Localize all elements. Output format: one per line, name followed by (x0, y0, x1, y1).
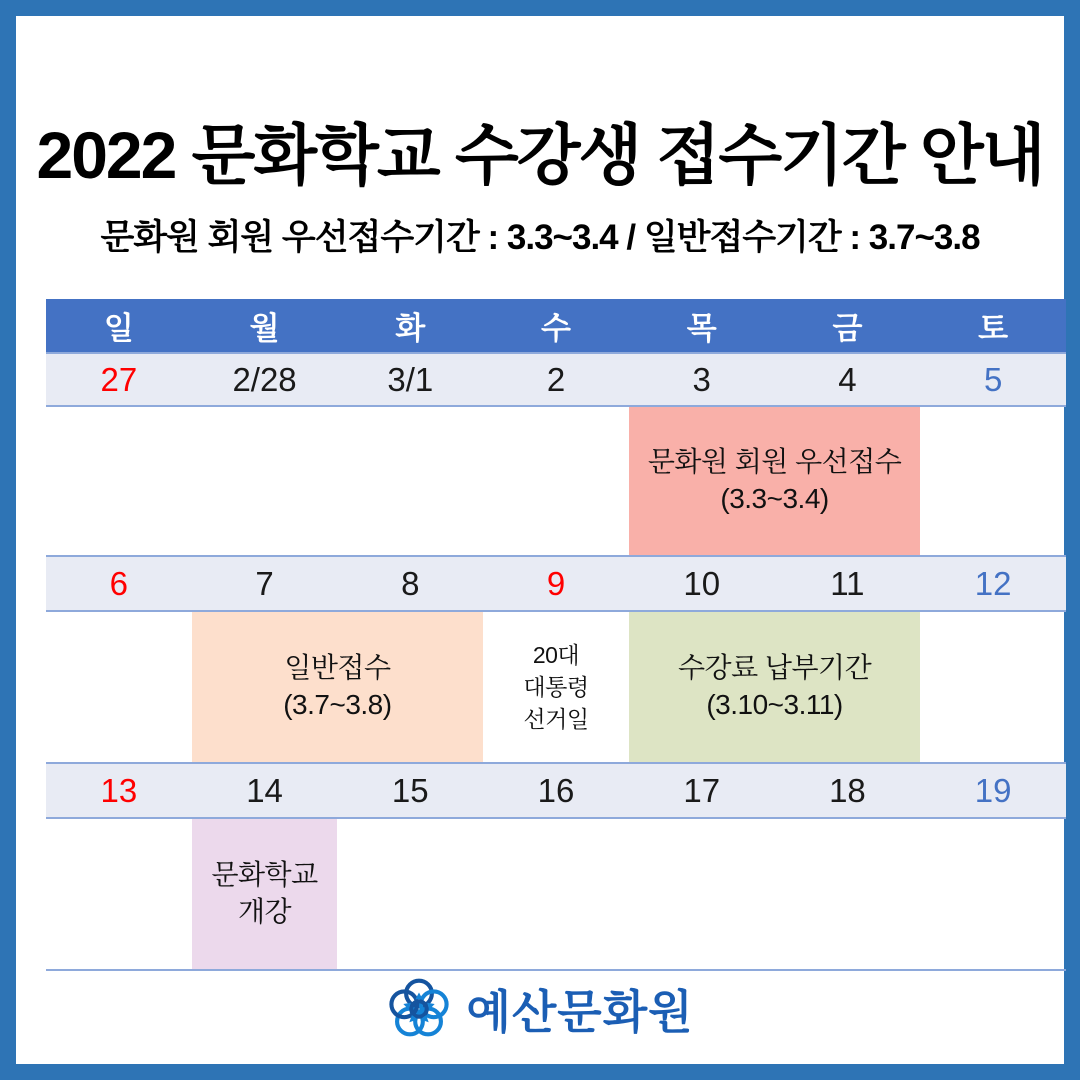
march-calendar (46, 299, 1066, 971)
event-label-line: 대통령 (523, 673, 589, 700)
footer-logo (16, 974, 1064, 1044)
day-header-7: 토 (920, 299, 1066, 352)
date-cell: 9 (483, 555, 629, 612)
date-cell: 11 (775, 555, 921, 612)
event-block-general-registration (192, 612, 483, 762)
day-header-5: 목 (629, 299, 775, 352)
date-cell: 3/1 (337, 352, 483, 407)
event-block-tuition-payment-period (629, 612, 920, 762)
date-cell: 27 (46, 352, 192, 407)
yesan-cultural-center-emblem-icon (386, 974, 452, 1044)
date-cell: 3 (629, 352, 775, 407)
date-cell: 2/28 (192, 352, 338, 407)
date-cell: 19 (920, 762, 1066, 819)
event-label-line: 일반접수 (284, 652, 391, 684)
event-label-line: (3.3~3.4) (720, 483, 829, 514)
day-header-6: 금 (775, 299, 921, 352)
date-cell: 13 (46, 762, 192, 819)
date-cell: 2 (483, 352, 629, 407)
date-cell: 14 (192, 762, 338, 819)
date-cell: 8 (337, 555, 483, 612)
page-title: 2022 문화학교 수강생 접수기간 안내 (36, 118, 1044, 192)
day-header-3: 화 (337, 299, 483, 352)
event-label-line: (3.7~3.8) (283, 689, 392, 720)
event-label-line: (3.10~3.11) (706, 689, 843, 720)
event-block-member-priority-registration (629, 407, 920, 555)
date-cell: 10 (629, 555, 775, 612)
event-label-line: 선거일 (523, 706, 589, 733)
day-header-4: 수 (483, 299, 629, 352)
date-cell: 5 (920, 352, 1066, 407)
date-cell: 15 (337, 762, 483, 819)
event-label-line: 수강료 납부기간 (678, 652, 872, 684)
date-cell: 4 (775, 352, 921, 407)
page-subtitle: 문화원 회원 우선접수기간 : 3.3~3.4 / 일반접수기간 : 3.7~3.8 (100, 218, 980, 257)
event-label-line: 개강 (238, 896, 292, 927)
date-cell: 16 (483, 762, 629, 819)
day-header-1: 일 (46, 299, 192, 352)
date-cell: 6 (46, 555, 192, 612)
event-block-culture-school-opening (192, 819, 338, 969)
date-cell: 7 (192, 555, 338, 612)
event-label-line: 문화원 회원 우선접수 (647, 446, 902, 478)
logo-text: 예산문화원 (466, 986, 694, 1038)
date-cell: 18 (775, 762, 921, 819)
event-block-presidential-election-day (483, 612, 629, 762)
event-label-line: 20대 (532, 641, 580, 668)
day-header-2: 월 (192, 299, 338, 352)
event-label-line: 문화학교 (211, 859, 318, 891)
date-cell: 12 (920, 555, 1066, 612)
date-cell: 17 (629, 762, 775, 819)
